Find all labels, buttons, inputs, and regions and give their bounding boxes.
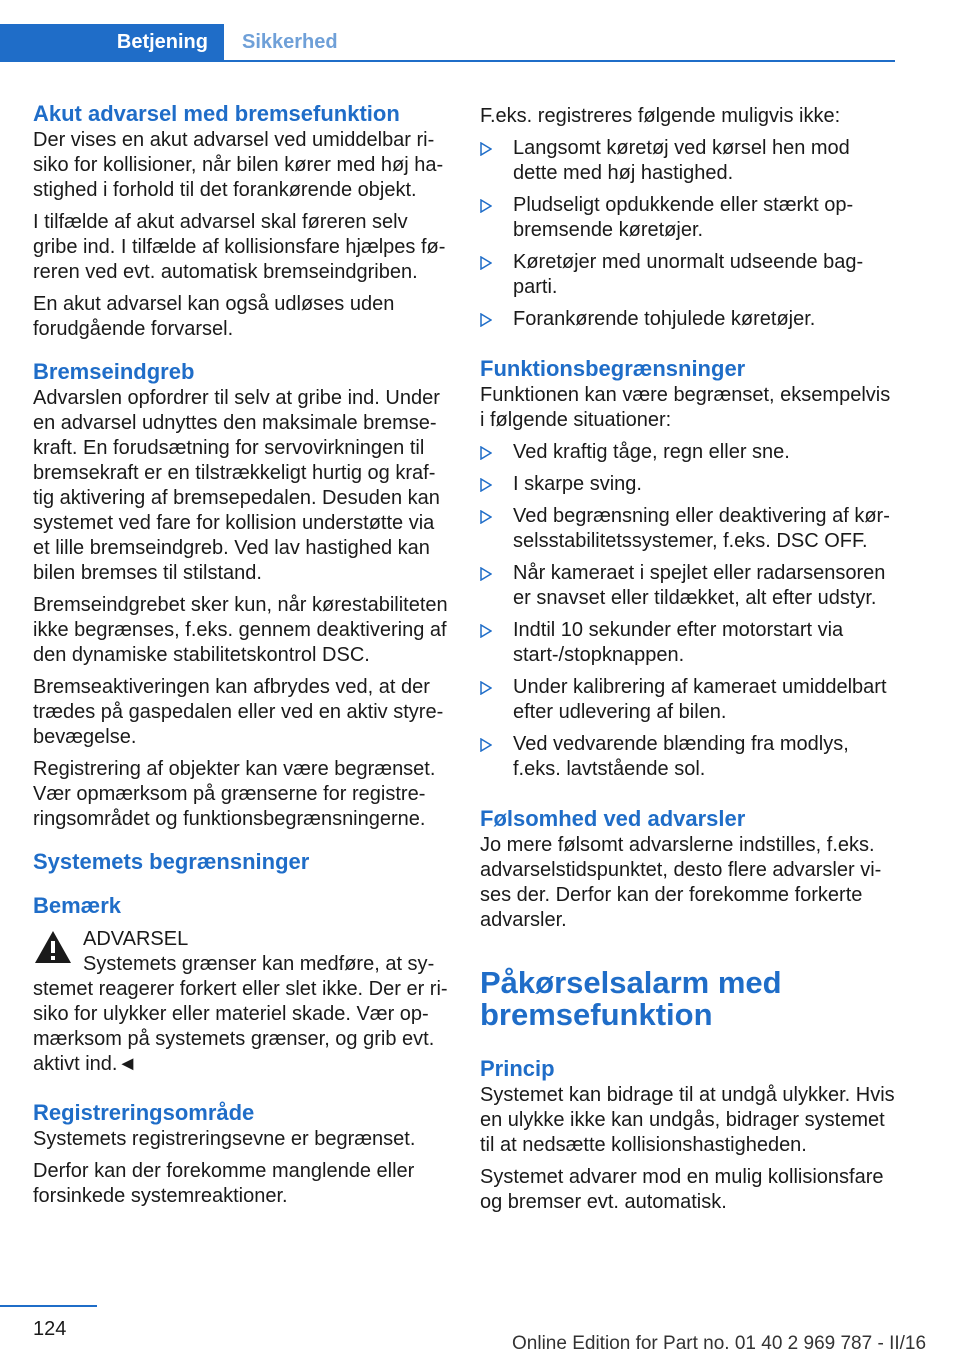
list-item-text: Under kalibrering af kameraet umiddelbart efter udlevering af bilen. xyxy=(513,676,887,723)
warning-box xyxy=(33,927,448,1077)
list-item xyxy=(480,136,896,186)
list-item xyxy=(480,193,896,243)
bullet-triangle-icon xyxy=(480,510,492,524)
list-item-text: Forankørende tohjulede køretøjer. xyxy=(513,308,816,330)
page-number: 124 xyxy=(33,1318,67,1340)
list-item xyxy=(480,472,896,497)
bullet-triangle-icon xyxy=(480,256,492,270)
list-item-text: Pludseligt opdukkende eller stærkt opbremsende køretøjer. xyxy=(513,194,854,241)
heading-registreringsomraade: Registreringsområde xyxy=(33,1100,255,1125)
heading-systemets-begraensninger: Systemets begrænsninger xyxy=(33,849,310,874)
list-item xyxy=(480,618,896,668)
paragraph: Derfor kan der forekomme manglende eller forsinkede systemreaktioner. xyxy=(33,1160,415,1207)
warning-label: ADVARSEL xyxy=(83,928,189,950)
heading-akut-advarsel: Akut advarsel med bremsefunktion xyxy=(33,101,400,126)
paragraph: En akut advarsel kan også udløses uden forudgående forvarsel. xyxy=(33,293,395,340)
paragraph: Funktionen kan være begrænset, eksempelvis i følgende situationer: xyxy=(480,384,891,431)
list-item-text: Langsomt køretøj ved kørsel hen mod dette med høj hastighed. xyxy=(513,137,850,184)
list-item xyxy=(480,504,896,554)
paragraph: Systemet kan bidrage til at undgå ulykker. Hvis en ulykke ikke kan undgås, bidrager systemet til at nedsætte kollisionshastigheden. xyxy=(480,1084,895,1156)
list-item xyxy=(480,732,896,782)
heading-princip: Princip xyxy=(480,1056,555,1081)
list-item-text: Når kameraet i spejlet eller radarsensoren er snavset eller tildækket, alt efter udstyr. xyxy=(513,562,886,609)
list-item xyxy=(480,675,896,725)
bullet-list-undetected xyxy=(480,136,896,332)
bullet-triangle-icon xyxy=(480,567,492,581)
paragraph: Der vises en akut advarsel ved umiddelbar risiko for kollisioner, når bilen kører med høj hastighed i forhold til det forankørende objekt. xyxy=(33,129,444,201)
paragraph: I tilfælde af akut advarsel skal føreren selv gribe ind. I tilfælde af kollisionsfare hjælpes føreren ved evt. automatisk bremseindgriben. xyxy=(33,211,446,283)
paragraph: Systemets registreringsevne er begrænset. xyxy=(33,1128,416,1150)
right-column xyxy=(480,100,896,1215)
list-item-text: Ved kraftig tåge, regn eller sne. xyxy=(513,441,790,463)
left-column xyxy=(33,100,448,1209)
heading-bremseindgreb: Bremseindgreb xyxy=(33,359,195,384)
tab-sikkerhed[interactable]: Sikkerhed xyxy=(242,30,338,53)
list-item xyxy=(480,250,896,300)
paragraph: Registrering af objekter kan være begrænset. Vær opmærksom på grænserne for registreringsområdet og funktionsbegrænsningerne. xyxy=(33,758,436,830)
tab-betjening[interactable]: Betjening xyxy=(0,24,224,60)
heading-foelsomhed: Følsomhed ved advarsler xyxy=(480,806,746,831)
tab-divider xyxy=(0,60,895,62)
edition-note: Online Edition for Part no. 01 40 2 969 787 - II/16 xyxy=(512,1333,927,1354)
heading-bemaerk: Bemærk xyxy=(33,893,122,918)
list-item-text: Indtil 10 sekunder efter motorstart via start-/stopknappen. xyxy=(513,619,844,666)
list-item xyxy=(480,440,896,465)
bullet-triangle-icon xyxy=(480,142,492,156)
list-item-text: Køretøjer med unormalt udseende bagparti. xyxy=(513,251,864,298)
bullet-triangle-icon xyxy=(480,681,492,695)
footer-rule xyxy=(0,1305,97,1307)
paragraph: F.eks. registreres følgende muligvis ikke: xyxy=(480,105,841,127)
bullet-triangle-icon xyxy=(480,624,492,638)
bullet-list-limitations xyxy=(480,440,896,782)
heading-funktionsbegraensninger: Funktionsbegrænsninger xyxy=(480,356,746,381)
list-item-text: Ved begrænsning eller deaktivering af kørselsstabilitetssystemer, f.eks. DSC OFF. xyxy=(513,505,890,552)
warning-text: Systemets grænser kan medføre, at systemet reagerer forkert eller slet ikke. Der er risiko for ulykker eller materiel skade. Vær opmærksom på systemets grænser, og grib evt. aktivt ind.◄ xyxy=(33,953,448,1075)
list-item-text: Ved vedvarende blænding fra modlys, f.eks. lavtstående sol. xyxy=(513,733,849,780)
paragraph: Bremseindgrebet sker kun, når kørestabiliteten ikke begrænses, f.eks. gennem deaktivering af den dynamiske stabilitetskontrol DSC. xyxy=(33,594,448,666)
bullet-triangle-icon xyxy=(480,199,492,213)
bullet-triangle-icon xyxy=(480,738,492,752)
bullet-triangle-icon xyxy=(480,478,492,492)
list-item xyxy=(480,561,896,611)
heading-paakoerselsalarm: Påkørselsalarm med bremsefunktion xyxy=(480,965,782,1032)
warning-triangle-icon xyxy=(33,929,73,965)
chapter-tabs xyxy=(0,24,895,62)
paragraph: Advarslen opfordrer til selv at gribe ind. Under en advarsel udnyttes den maksimale bremsekraft. En forudsætning for servovirkningen til bremsekraft er en tilstrækkeligt hurtig og kraftig aktivering af bremsepedalen. Desuden kan systemet ved fare for kollision understøtte via et lille bremseindgreb. Ved lav hastighed kan bilen bremses til stilstand. xyxy=(33,387,440,584)
bullet-triangle-icon xyxy=(480,446,492,460)
paragraph: Systemet advarer mod en mulig kollisionsfare og bremser evt. automatisk. xyxy=(480,1166,884,1213)
paragraph: Jo mere følsomt advarslerne indstilles, f.eks. advarselstidspunktet, desto flere advarsler vises der. Derfor kan der forekomme forkerte advarsler. xyxy=(480,834,882,931)
list-item xyxy=(480,307,896,332)
list-item-text: I skarpe sving. xyxy=(513,473,642,495)
bullet-triangle-icon xyxy=(480,313,492,327)
paragraph: Bremseaktiveringen kan afbrydes ved, at der trædes på gaspedalen eller ved en aktiv styrebevægelse. xyxy=(33,676,444,748)
